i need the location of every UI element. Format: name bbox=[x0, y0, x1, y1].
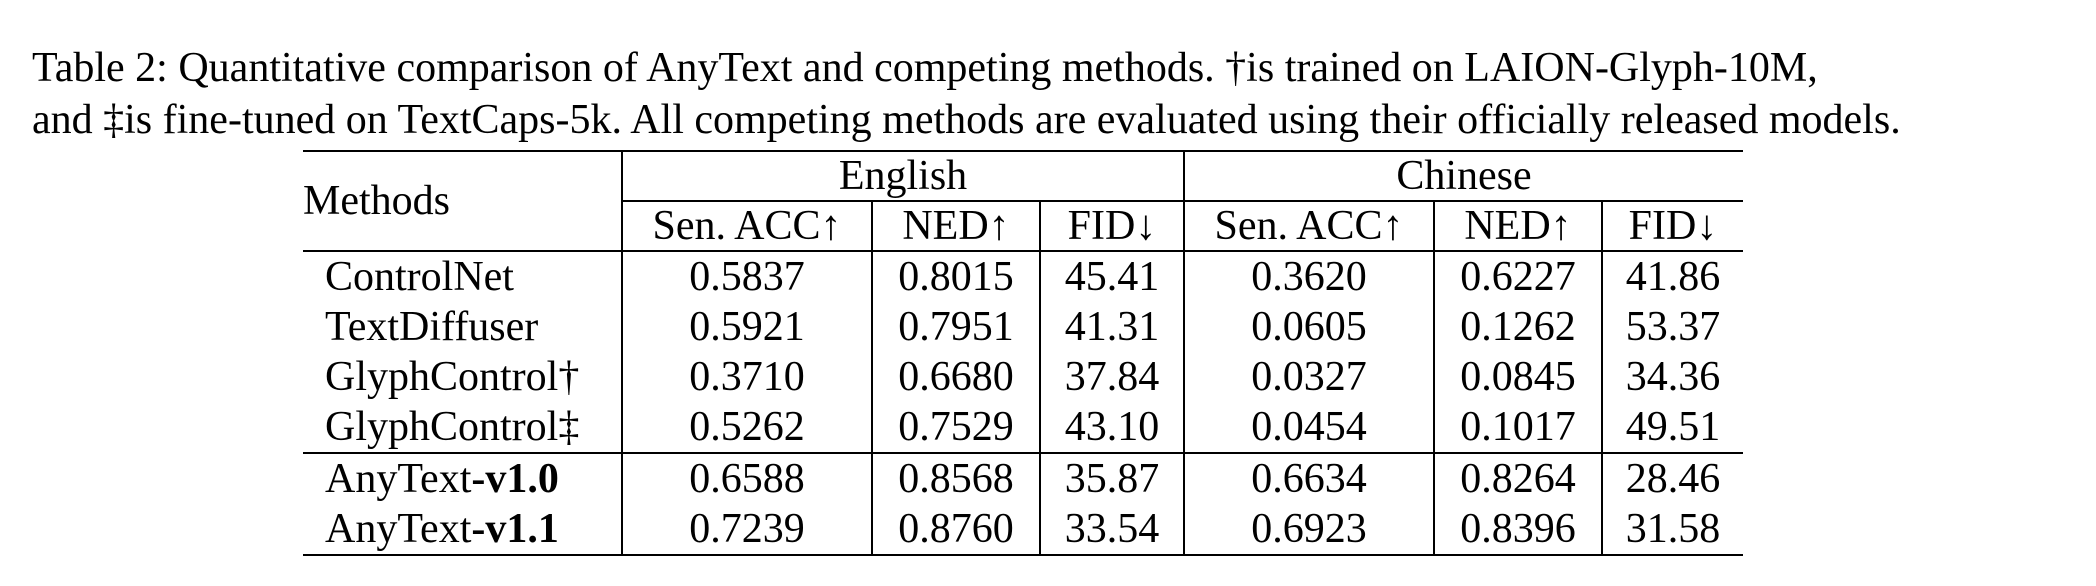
metric-header-zh-sen-acc: Sen. ACC↑ bbox=[1184, 201, 1434, 251]
cell-en-fid: 43.10 bbox=[1040, 402, 1184, 453]
cell-zh-sen-acc: 0.0454 bbox=[1184, 402, 1434, 453]
table-header-row-groups bbox=[303, 151, 1743, 201]
cell-en-fid: 35.87 bbox=[1040, 453, 1184, 504]
cell-zh-fid: 31.58 bbox=[1602, 504, 1743, 555]
method-name-prefix: AnyText bbox=[325, 456, 472, 502]
table-row bbox=[303, 504, 1743, 555]
group-header-chinese: Chinese bbox=[1184, 151, 1743, 201]
method-name bbox=[303, 453, 622, 504]
metric-header-zh-fid: FID↓ bbox=[1628, 203, 1718, 249]
cell-zh-fid: 34.36 bbox=[1625, 354, 1721, 400]
cell-zh-ned: 0.8396 bbox=[1434, 504, 1602, 555]
table-row bbox=[303, 302, 1743, 352]
table-row bbox=[303, 402, 1743, 453]
cell-zh-sen-acc: 0.6923 bbox=[1184, 504, 1434, 555]
cell-en-ned: 0.7529 bbox=[872, 402, 1040, 453]
cell-zh-fid: 28.46 bbox=[1602, 453, 1743, 504]
cell-zh-ned: 0.6227 bbox=[1434, 251, 1602, 302]
cell-en-fid: 37.84 bbox=[1040, 352, 1184, 402]
method-name: GlyphControl† bbox=[303, 352, 622, 402]
cell-en-sen-acc: 0.5262 bbox=[622, 402, 872, 453]
cell-zh-fid: 49.51 bbox=[1625, 404, 1721, 450]
method-name: ControlNet bbox=[303, 251, 622, 302]
cell-en-ned: 0.6680 bbox=[872, 352, 1040, 402]
method-name: TextDiffuser bbox=[303, 302, 622, 352]
cell-en-fid: 33.54 bbox=[1040, 504, 1184, 555]
method-name bbox=[303, 504, 622, 555]
cell-en-ned: 0.7951 bbox=[872, 302, 1040, 352]
cell-zh-ned: 0.1262 bbox=[1434, 302, 1602, 352]
table-caption bbox=[32, 42, 2082, 146]
cell-zh-ned: 0.1017 bbox=[1434, 402, 1602, 453]
cell-zh-fid: 41.86 bbox=[1602, 251, 1743, 302]
cell-en-ned: 0.8760 bbox=[872, 504, 1040, 555]
cell-en-ned: 0.8568 bbox=[872, 453, 1040, 504]
cell-zh-sen-acc: 0.0327 bbox=[1184, 352, 1434, 402]
method-version: -v1.0 bbox=[471, 456, 559, 502]
cell-en-sen-acc: 0.7239 bbox=[622, 504, 872, 555]
metric-header-en-sen-acc: Sen. ACC↑ bbox=[622, 201, 872, 251]
cell-en-sen-acc: 0.5921 bbox=[622, 302, 872, 352]
cell-zh-sen-acc: 0.3620 bbox=[1184, 251, 1434, 302]
metric-header-en-ned: NED↑ bbox=[872, 201, 1040, 251]
group-header-english: English bbox=[622, 151, 1184, 201]
cell-en-sen-acc: 0.6588 bbox=[622, 453, 872, 504]
table-row bbox=[303, 251, 1743, 302]
cell-en-fid: 41.31 bbox=[1040, 302, 1184, 352]
method-name: GlyphControl‡ bbox=[303, 402, 622, 453]
method-name-prefix: AnyText bbox=[325, 506, 472, 552]
metric-header-en-fid: FID↓ bbox=[1040, 201, 1184, 251]
methods-header: Methods bbox=[303, 151, 622, 251]
cell-en-sen-acc: 0.3710 bbox=[622, 352, 872, 402]
cell-zh-sen-acc: 0.0605 bbox=[1184, 302, 1434, 352]
caption-line-2: and ‡is fine-tuned on TextCaps-5k. All competing methods are evaluated using their officially released models. bbox=[32, 97, 1901, 143]
metric-header-zh-ned: NED↑ bbox=[1434, 201, 1602, 251]
table-row bbox=[303, 453, 1743, 504]
cell-en-ned: 0.8015 bbox=[872, 251, 1040, 302]
cell-en-fid: 45.41 bbox=[1040, 251, 1184, 302]
cell-zh-ned: 0.8264 bbox=[1434, 453, 1602, 504]
results-table bbox=[303, 150, 1743, 556]
cell-en-sen-acc: 0.5837 bbox=[622, 251, 872, 302]
cell-zh-sen-acc: 0.6634 bbox=[1184, 453, 1434, 504]
method-version: -v1.1 bbox=[471, 506, 559, 552]
cell-zh-fid: 53.37 bbox=[1625, 304, 1721, 350]
table-row bbox=[303, 352, 1743, 402]
caption-line-1: Table 2: Quantitative comparison of AnyText and competing methods. †is trained on LAION-Glyph-10M, bbox=[32, 45, 1818, 91]
cell-zh-ned: 0.0845 bbox=[1434, 352, 1602, 402]
